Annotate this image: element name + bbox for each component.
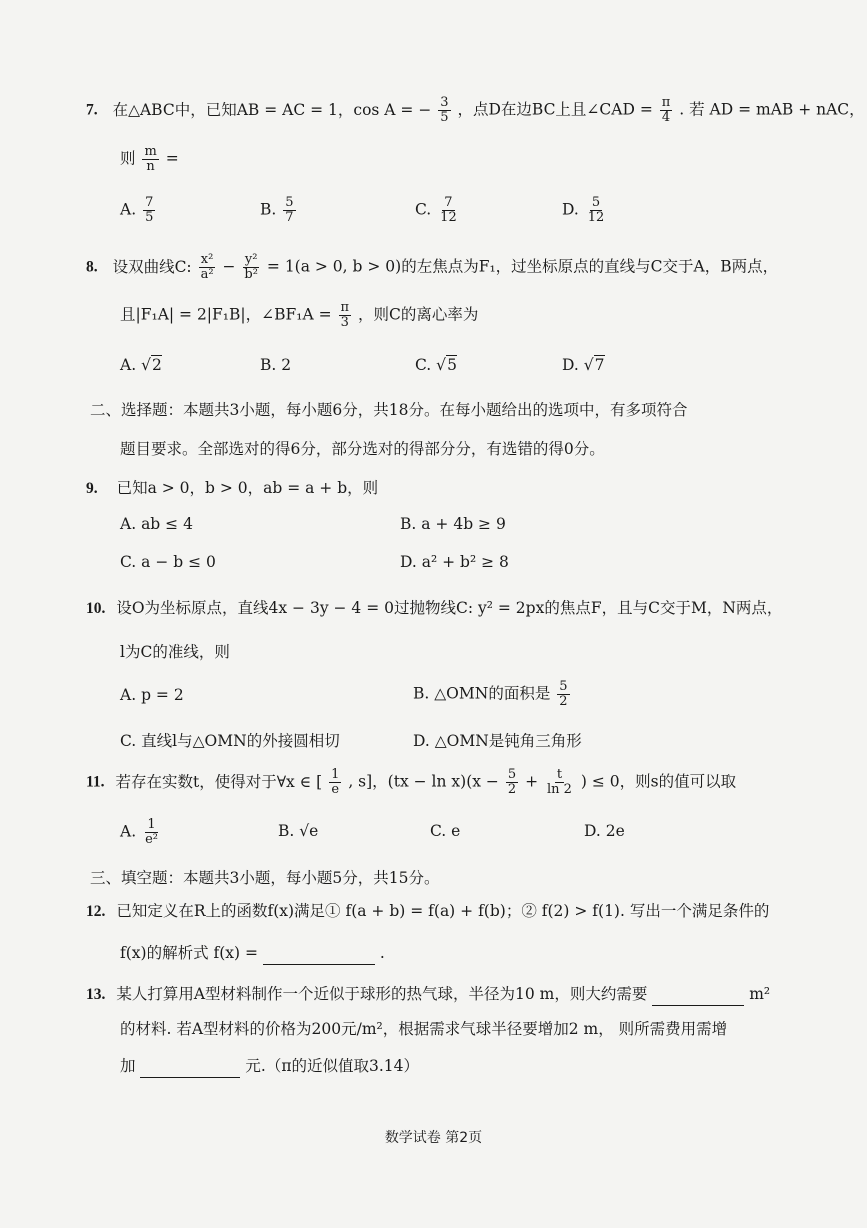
option-a[interactable] (120, 196, 157, 225)
option-text: △OMN是钝角三角形 (434, 732, 582, 750)
option-a[interactable] (120, 818, 162, 847)
question-text: = (165, 149, 179, 168)
fraction (142, 145, 158, 174)
option-label: B. (260, 356, 277, 374)
option-value: 2 (151, 356, 162, 374)
question-11 (86, 768, 736, 797)
question-13-line-2: 的材料. 若A型材料的价格为200元/m²，根据需求气球半径要增加2 m， 则所需费用需增 (120, 1020, 728, 1038)
option-label: B. (260, 200, 277, 219)
option-text: a² + b² ≥ 8 (421, 553, 509, 571)
question-7-line-2 (120, 145, 179, 174)
option-d[interactable] (413, 729, 582, 751)
denominator: 3 (340, 315, 349, 330)
question-text: 元.（π的近似值取3.14） (245, 1057, 420, 1075)
answer-blank[interactable] (140, 1055, 240, 1078)
fraction (545, 768, 574, 797)
numerator: y² (244, 252, 258, 267)
option-value: 7 (594, 356, 605, 374)
question-text: + (525, 772, 543, 791)
section-2-instructions: 题目要求。全部选对的得6分，部分选对的得部分分，有选错的得0分。 (120, 440, 605, 458)
fraction (660, 96, 673, 125)
unit-text: m² (749, 985, 771, 1003)
option-d[interactable] (562, 356, 605, 374)
question-text: , s]，(tx − ln x)(x − (348, 772, 499, 791)
option-b[interactable] (260, 356, 291, 374)
denominator: a² (200, 267, 214, 282)
page-footer: 数学试卷 第2页 (384, 1130, 483, 1146)
option-label: B. (400, 515, 417, 533)
option-text: √e (299, 822, 319, 840)
denominator: e (331, 782, 340, 797)
option-d[interactable] (584, 822, 625, 840)
denominator: e² (145, 832, 158, 847)
question-text: ，点D在边BC上且∠CAD = (457, 100, 653, 119)
option-c[interactable] (120, 553, 216, 571)
numerator: m (144, 144, 157, 159)
question-text: 在△ABC中，已知AB = AC = 1，cos A = − (112, 100, 432, 119)
question-text: 已知定义在R上的函数f(x)满足① f(a + b) = f(a) + f(b)；② f(2) > f(1). 写出一个满足条件的 (116, 902, 770, 920)
question-12 (86, 900, 769, 923)
fraction (242, 253, 260, 282)
question-number: 10. (86, 600, 106, 617)
fraction (506, 768, 518, 797)
fraction (557, 680, 569, 709)
fraction (283, 196, 295, 225)
numerator: 1 (147, 817, 156, 832)
numerator: 7 (444, 195, 453, 210)
denominator: b² (244, 267, 258, 282)
option-label: B. (413, 684, 430, 703)
sqrt-sign: √ (583, 356, 594, 374)
numerator: 5 (591, 195, 601, 210)
option-value: 2 (281, 356, 292, 374)
option-label: A. (120, 822, 137, 841)
section-3-heading: 三、填空题：本题共3小题，每小题5分，共15分。 (90, 869, 440, 887)
option-a[interactable] (120, 686, 184, 704)
option-label: D. (562, 200, 579, 219)
numerator: 3 (440, 95, 449, 110)
question-10-line-2: l为C的准线，则 (120, 643, 230, 661)
question-text: 加 (120, 1057, 136, 1075)
option-label: A. (120, 356, 137, 374)
fraction (143, 818, 160, 847)
option-a[interactable] (120, 356, 162, 374)
option-text: e (451, 822, 461, 840)
question-10 (86, 597, 782, 620)
denominator: ln 2 (546, 782, 572, 797)
question-text: f(x)的解析式 f(x) = (120, 944, 258, 962)
question-number: 7. (86, 101, 98, 119)
answer-blank[interactable] (263, 942, 375, 965)
option-label: A. (120, 515, 137, 533)
question-text: 且|F₁A| = 2|F₁B|，∠BF₁A = (120, 305, 332, 324)
option-label: D. (400, 553, 417, 571)
option-label: C. (120, 732, 137, 750)
option-c[interactable] (415, 196, 461, 225)
question-number: 9. (86, 480, 98, 497)
option-b[interactable] (260, 196, 298, 225)
fraction (438, 196, 459, 225)
option-c[interactable] (415, 356, 457, 374)
option-c[interactable] (430, 822, 460, 840)
fraction (143, 196, 155, 225)
question-text: 某人打算用A型材料制作一个近似于球形的热气球，半径为10 m，则大约需要 (116, 985, 648, 1003)
question-text: . 若 AD = mAB + nAC， (679, 100, 865, 119)
answer-blank[interactable] (652, 983, 744, 1006)
option-b[interactable] (413, 680, 572, 709)
sqrt-sign: √ (141, 356, 151, 374)
option-label: C. (415, 356, 432, 374)
fraction (586, 196, 607, 225)
option-label: C. (430, 822, 447, 840)
question-9 (86, 477, 378, 500)
option-text: 直线l与△OMN的外接圆相切 (141, 732, 340, 750)
numerator: 7 (145, 195, 154, 210)
question-text: 设双曲线C: (112, 257, 192, 276)
option-b[interactable] (400, 515, 506, 533)
question-13 (86, 983, 770, 1006)
numerator: t (556, 767, 563, 782)
question-text: 若存在实数t，使得对于∀x ∈ [ (115, 772, 323, 791)
option-a[interactable] (120, 515, 193, 533)
denominator: 2 (507, 782, 517, 797)
question-text: 设O为坐标原点，直线4x − 3y − 4 = 0过抛物线C: y² = 2px的焦点F，且与C交于M，N两点， (116, 599, 783, 617)
option-text: △OMN的面积是 (434, 684, 551, 703)
numerator: x² (200, 252, 214, 267)
option-d[interactable] (400, 553, 509, 571)
section-2-heading: 二、选择题：本题共3小题，每小题6分，共18分。在每小题给出的选项中，有多项符合 (90, 401, 688, 419)
option-label: D. (584, 822, 601, 840)
option-label: D. (562, 356, 579, 374)
option-label: C. (415, 200, 432, 219)
option-b[interactable] (278, 822, 318, 840)
denominator: 7 (285, 210, 294, 225)
numerator: 5 (507, 767, 517, 782)
option-text: a − b ≤ 0 (141, 553, 216, 571)
question-13-line-3 (120, 1055, 419, 1078)
option-label: A. (120, 200, 137, 219)
question-number: 13. (86, 986, 106, 1003)
question-text: ) ≤ 0，则s的值可以取 (580, 772, 737, 791)
option-text: p = 2 (141, 686, 184, 704)
numerator: π (340, 300, 350, 315)
fraction (329, 768, 341, 797)
option-text: a + 4b ≥ 9 (421, 515, 506, 533)
denominator: 12 (587, 210, 605, 225)
question-text: − (222, 257, 241, 276)
numerator: 1 (331, 767, 340, 782)
question-number: 11. (86, 773, 105, 791)
denominator: 5 (440, 110, 449, 125)
option-value: 5 (447, 356, 457, 374)
option-c[interactable] (120, 729, 340, 751)
question-text: . (379, 944, 385, 962)
question-number: 12. (86, 903, 106, 920)
option-label: D. (413, 732, 430, 750)
denominator: n (146, 159, 155, 174)
question-12-line-2 (120, 942, 385, 965)
sqrt-sign: √ (436, 356, 447, 374)
question-8 (86, 253, 778, 282)
question-text: = 1(a > 0, b > 0)的左焦点为F₁，过坐标原点的直线与C交于A，B两点， (266, 257, 779, 276)
question-7 (86, 96, 865, 125)
option-text: ab ≤ 4 (141, 515, 193, 533)
denominator: 4 (661, 110, 671, 125)
numerator: π (661, 95, 671, 110)
option-label: A. (120, 686, 137, 704)
option-text: 2e (605, 822, 625, 840)
question-text: ，则C的离心率为 (358, 305, 479, 324)
numerator: 5 (285, 195, 294, 210)
fraction (339, 301, 352, 330)
option-d[interactable] (562, 196, 608, 225)
question-text: 则 (120, 149, 136, 168)
question-8-line-2 (120, 301, 478, 330)
option-label: C. (120, 553, 137, 571)
question-text: 已知a > 0，b > 0，ab = a + b，则 (116, 479, 379, 497)
fraction (438, 96, 450, 125)
option-label: B. (278, 822, 295, 840)
denominator: 12 (440, 210, 457, 225)
numerator: 5 (559, 679, 568, 694)
denominator: 2 (559, 694, 568, 709)
fraction (199, 253, 216, 282)
denominator: 5 (145, 210, 154, 225)
question-number: 8. (86, 258, 98, 276)
